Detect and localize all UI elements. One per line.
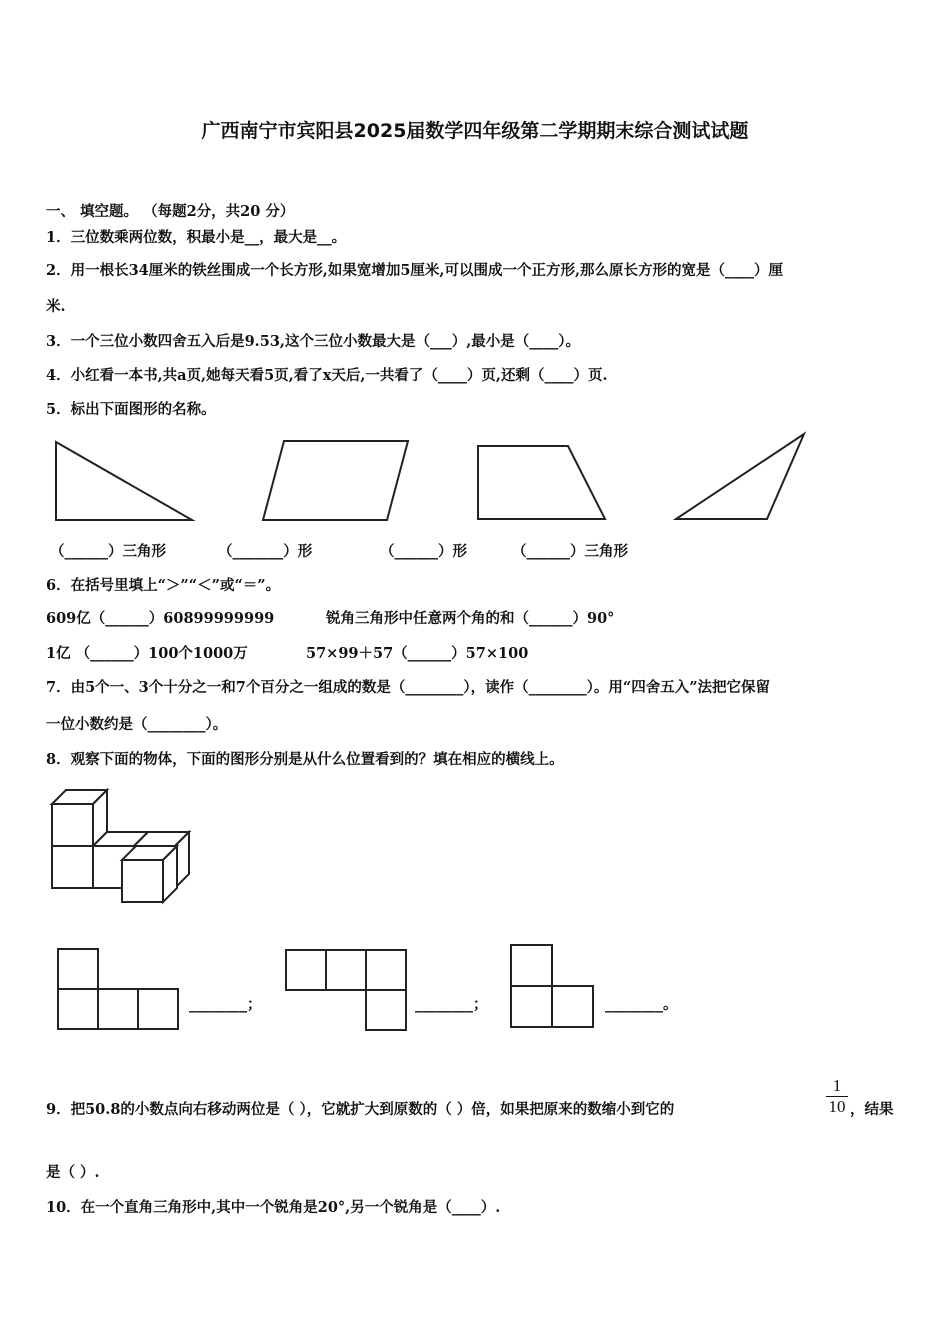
section-heading: 一、 填空题。 （每题2分，共20 分） [46, 203, 295, 220]
answer-blank: ________； [189, 996, 262, 1013]
answer-blank: ________。 [605, 996, 678, 1013]
view-figure-2 [286, 950, 406, 1030]
question-6: 6．在括号里填上“＞”“＜”或“＝”。 [46, 577, 281, 594]
shape-label: （______）三角形 [50, 543, 166, 560]
page-title: 广西南宁市宾阳县2025届数学四年级第二学期期末综合测试试题 [201, 120, 749, 142]
trapezoid-figure [478, 446, 605, 519]
compare-item: 609亿（______）60899999999 [46, 610, 275, 627]
cube-stack-figure [52, 790, 189, 902]
shape-label: （______）形 [380, 543, 467, 560]
question-2-line-2: 米. [46, 298, 66, 315]
question-7-line-2: 一位小数约是（________）。 [46, 716, 228, 733]
question-1: 1．三位数乘两位数，积最小是__，最大是__。 [46, 229, 347, 246]
question-9-tail: ，结果 [850, 1101, 894, 1118]
question-10: 10．在一个直角三角形中,其中一个锐角是20°,另一个锐角是（____）. [46, 1199, 501, 1216]
question-3: 3．一个三位小数四舍五入后是9.53,这个三位小数最大是（___）,最小是（____）。 [46, 333, 580, 350]
shape-label: （______）三角形 [512, 543, 628, 560]
question-2-line-1: 2．用一根长34厘米的铁丝围成一个长方形,如果宽增加5厘米,可以围成一个正方形,那么原长方形的宽是（____）厘 [46, 262, 783, 279]
view-figure-1 [58, 949, 178, 1029]
compare-item: 1亿 （______）100个1000万 [46, 645, 248, 662]
parallelogram-figure [263, 441, 408, 520]
question-7-line-1: 7．由5个一、3个十分之一和7个百分之一组成的数是（________），读作（________）。用“四舍五入”法把它保留 [46, 679, 771, 696]
shape-label: （_______）形 [218, 543, 313, 560]
answer-blank: ________； [415, 996, 488, 1013]
right-triangle-figure [56, 442, 192, 520]
question-8: 8．观察下面的物体，下面的图形分别是从什么位置看到的？填在相应的横线上。 [46, 751, 564, 768]
question-4: 4．小红看一本书,共a页,她每天看5页,看了x天后,一共看了（____）页,还剩（____）页. [46, 367, 608, 384]
view-figure-3 [511, 945, 593, 1027]
fraction-numerator: 1 [832, 1076, 842, 1095]
question-9-line-2: 是（ ）. [46, 1164, 100, 1181]
obtuse-triangle-figure [676, 434, 804, 519]
fraction-denominator: 10 [828, 1097, 846, 1116]
compare-item: 57×99＋57（______）57×100 [306, 645, 529, 662]
question-5: 5．标出下面图形的名称。 [46, 401, 216, 418]
question-9-line-1: 9．把50.8的小数点向右移动两位是（ ），它就扩大到原数的（ ）倍，如果把原来的数缩小到它的 [46, 1101, 675, 1118]
compare-item: 锐角三角形中任意两个角的和（______）90° [326, 610, 615, 627]
